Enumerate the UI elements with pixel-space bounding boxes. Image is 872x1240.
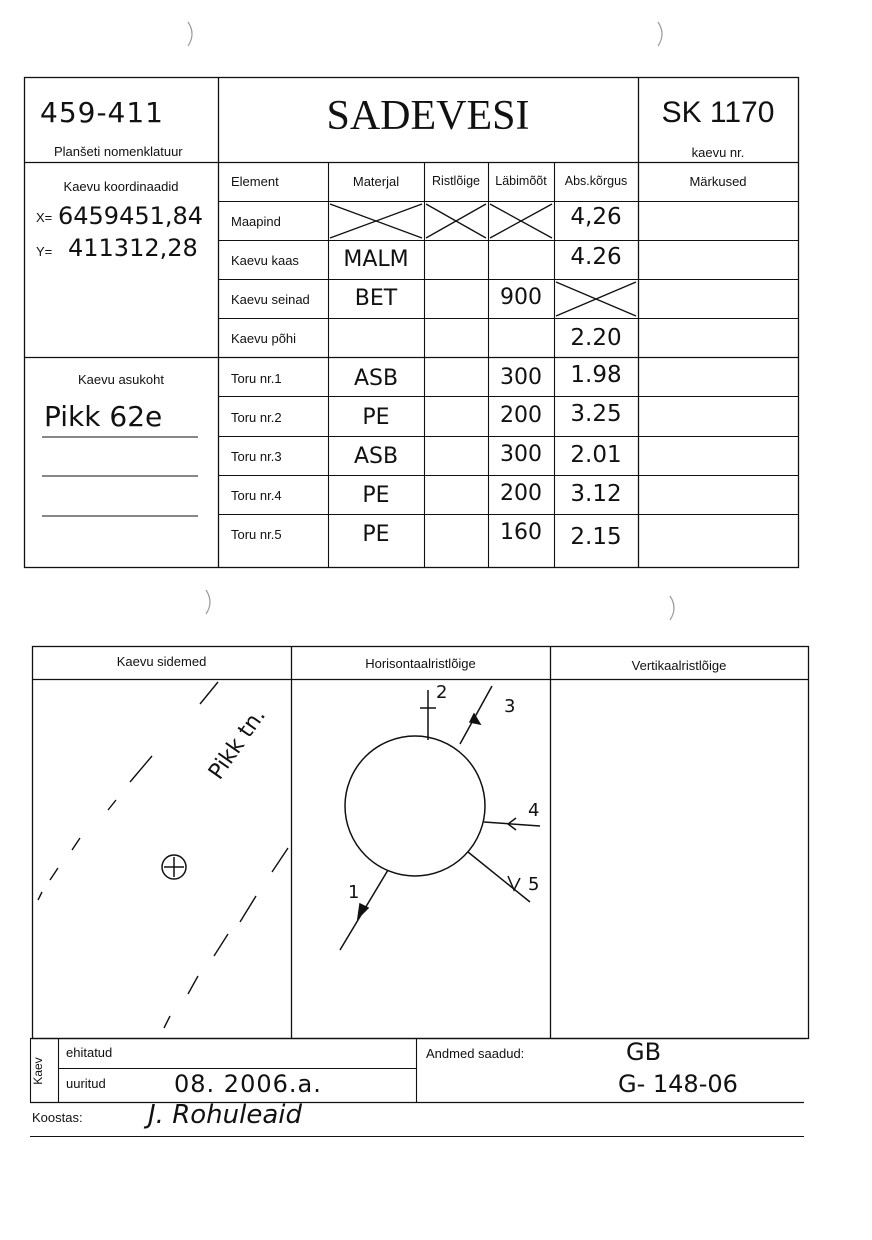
row-material: MALM <box>343 247 409 272</box>
well-number-value: SK 1170 <box>661 96 775 129</box>
form-title: SADEVESI <box>326 93 530 139</box>
col-header-vertical: Vertikaalristlõige <box>631 658 727 673</box>
row-abs-height: 3.25 <box>570 401 622 427</box>
author-signature: J. Rohuleaid <box>148 1100 303 1130</box>
x-prefix: X= <box>36 210 53 225</box>
location-value: Pikk 62e <box>44 400 163 433</box>
row-abs-height: 2.15 <box>570 524 622 550</box>
row-element: Toru nr.5 <box>231 527 282 542</box>
pipe-number-4: 4 <box>528 800 540 821</box>
header-material: Materjal <box>352 174 400 189</box>
surveyed-label: uuritud <box>66 1076 106 1091</box>
nomenclature-value: 459-411 <box>40 96 164 129</box>
row-material: PE <box>362 405 390 430</box>
col-header-connections: Kaevu sidemed <box>116 654 207 669</box>
row-element: Kaevu seinad <box>231 292 310 307</box>
row-element: Maapind <box>231 214 281 229</box>
row-abs-height: 1.98 <box>570 362 622 388</box>
pipe-number-5: 5 <box>528 874 540 895</box>
row-element: Toru nr.4 <box>231 488 282 503</box>
row-abs-height: 4.26 <box>570 244 622 270</box>
row-material: PE <box>362 483 390 508</box>
row-abs-height: 2.01 <box>570 442 622 468</box>
side-label: Kaev <box>31 1057 45 1085</box>
x-coordinate: 6459451,84 <box>58 202 204 230</box>
row-element: Kaevu põhi <box>231 331 297 346</box>
header-abs-height: Abs.kõrgus <box>564 174 628 188</box>
row-element: Toru nr.1 <box>231 371 282 386</box>
row-element: Toru nr.2 <box>231 410 282 425</box>
row-element: Kaevu kaas <box>231 253 299 268</box>
col-header-horizontal: Horisontaalristlõige <box>365 656 476 671</box>
pipe-number-3: 3 <box>504 696 516 717</box>
header-diameter: Läbimõõt <box>495 174 547 188</box>
row-diameter: 200 <box>500 403 542 428</box>
coordinates-label: Kaevu koordinaadid <box>63 179 179 194</box>
data-source-value-1: GB <box>626 1038 662 1066</box>
pipe-number-2: 2 <box>436 682 448 703</box>
well-number-label: kaevu nr. <box>691 145 745 160</box>
author-label: Koostas: <box>32 1110 83 1125</box>
header-cross-section: Ristlõige <box>432 174 480 188</box>
row-diameter: 200 <box>500 481 542 506</box>
row-diameter: 900 <box>500 285 542 310</box>
row-element: Toru nr.3 <box>231 449 282 464</box>
header-notes: Märkused <box>689 174 747 189</box>
street-label: Pikk tn. <box>204 703 271 785</box>
row-diameter: 300 <box>500 365 542 390</box>
row-diameter: 300 <box>500 442 542 467</box>
row-abs-height: 4,26 <box>570 204 622 230</box>
data-source-value-2: G- 148-06 <box>618 1070 738 1098</box>
row-material: ASB <box>353 444 399 469</box>
built-label: ehitatud <box>66 1045 113 1060</box>
y-coordinate: 411312,28 <box>68 234 198 262</box>
row-abs-height: 3.12 <box>570 481 622 507</box>
row-abs-height: 2.20 <box>570 325 622 351</box>
pipe-number-1: 1 <box>348 882 360 903</box>
y-prefix: Y= <box>36 244 53 259</box>
nomenclature-label: Planšeti nomenklatuur <box>54 144 183 159</box>
surveyed-value: 08. 2006.a. <box>174 1070 322 1098</box>
row-material: PE <box>362 522 390 547</box>
row-diameter: 160 <box>500 520 542 545</box>
row-material: BET <box>354 286 398 311</box>
location-label: Kaevu asukoht <box>77 372 164 387</box>
header-element: Element <box>231 174 279 189</box>
row-material: ASB <box>353 366 399 391</box>
data-source-label: Andmed saadud: <box>426 1046 525 1061</box>
